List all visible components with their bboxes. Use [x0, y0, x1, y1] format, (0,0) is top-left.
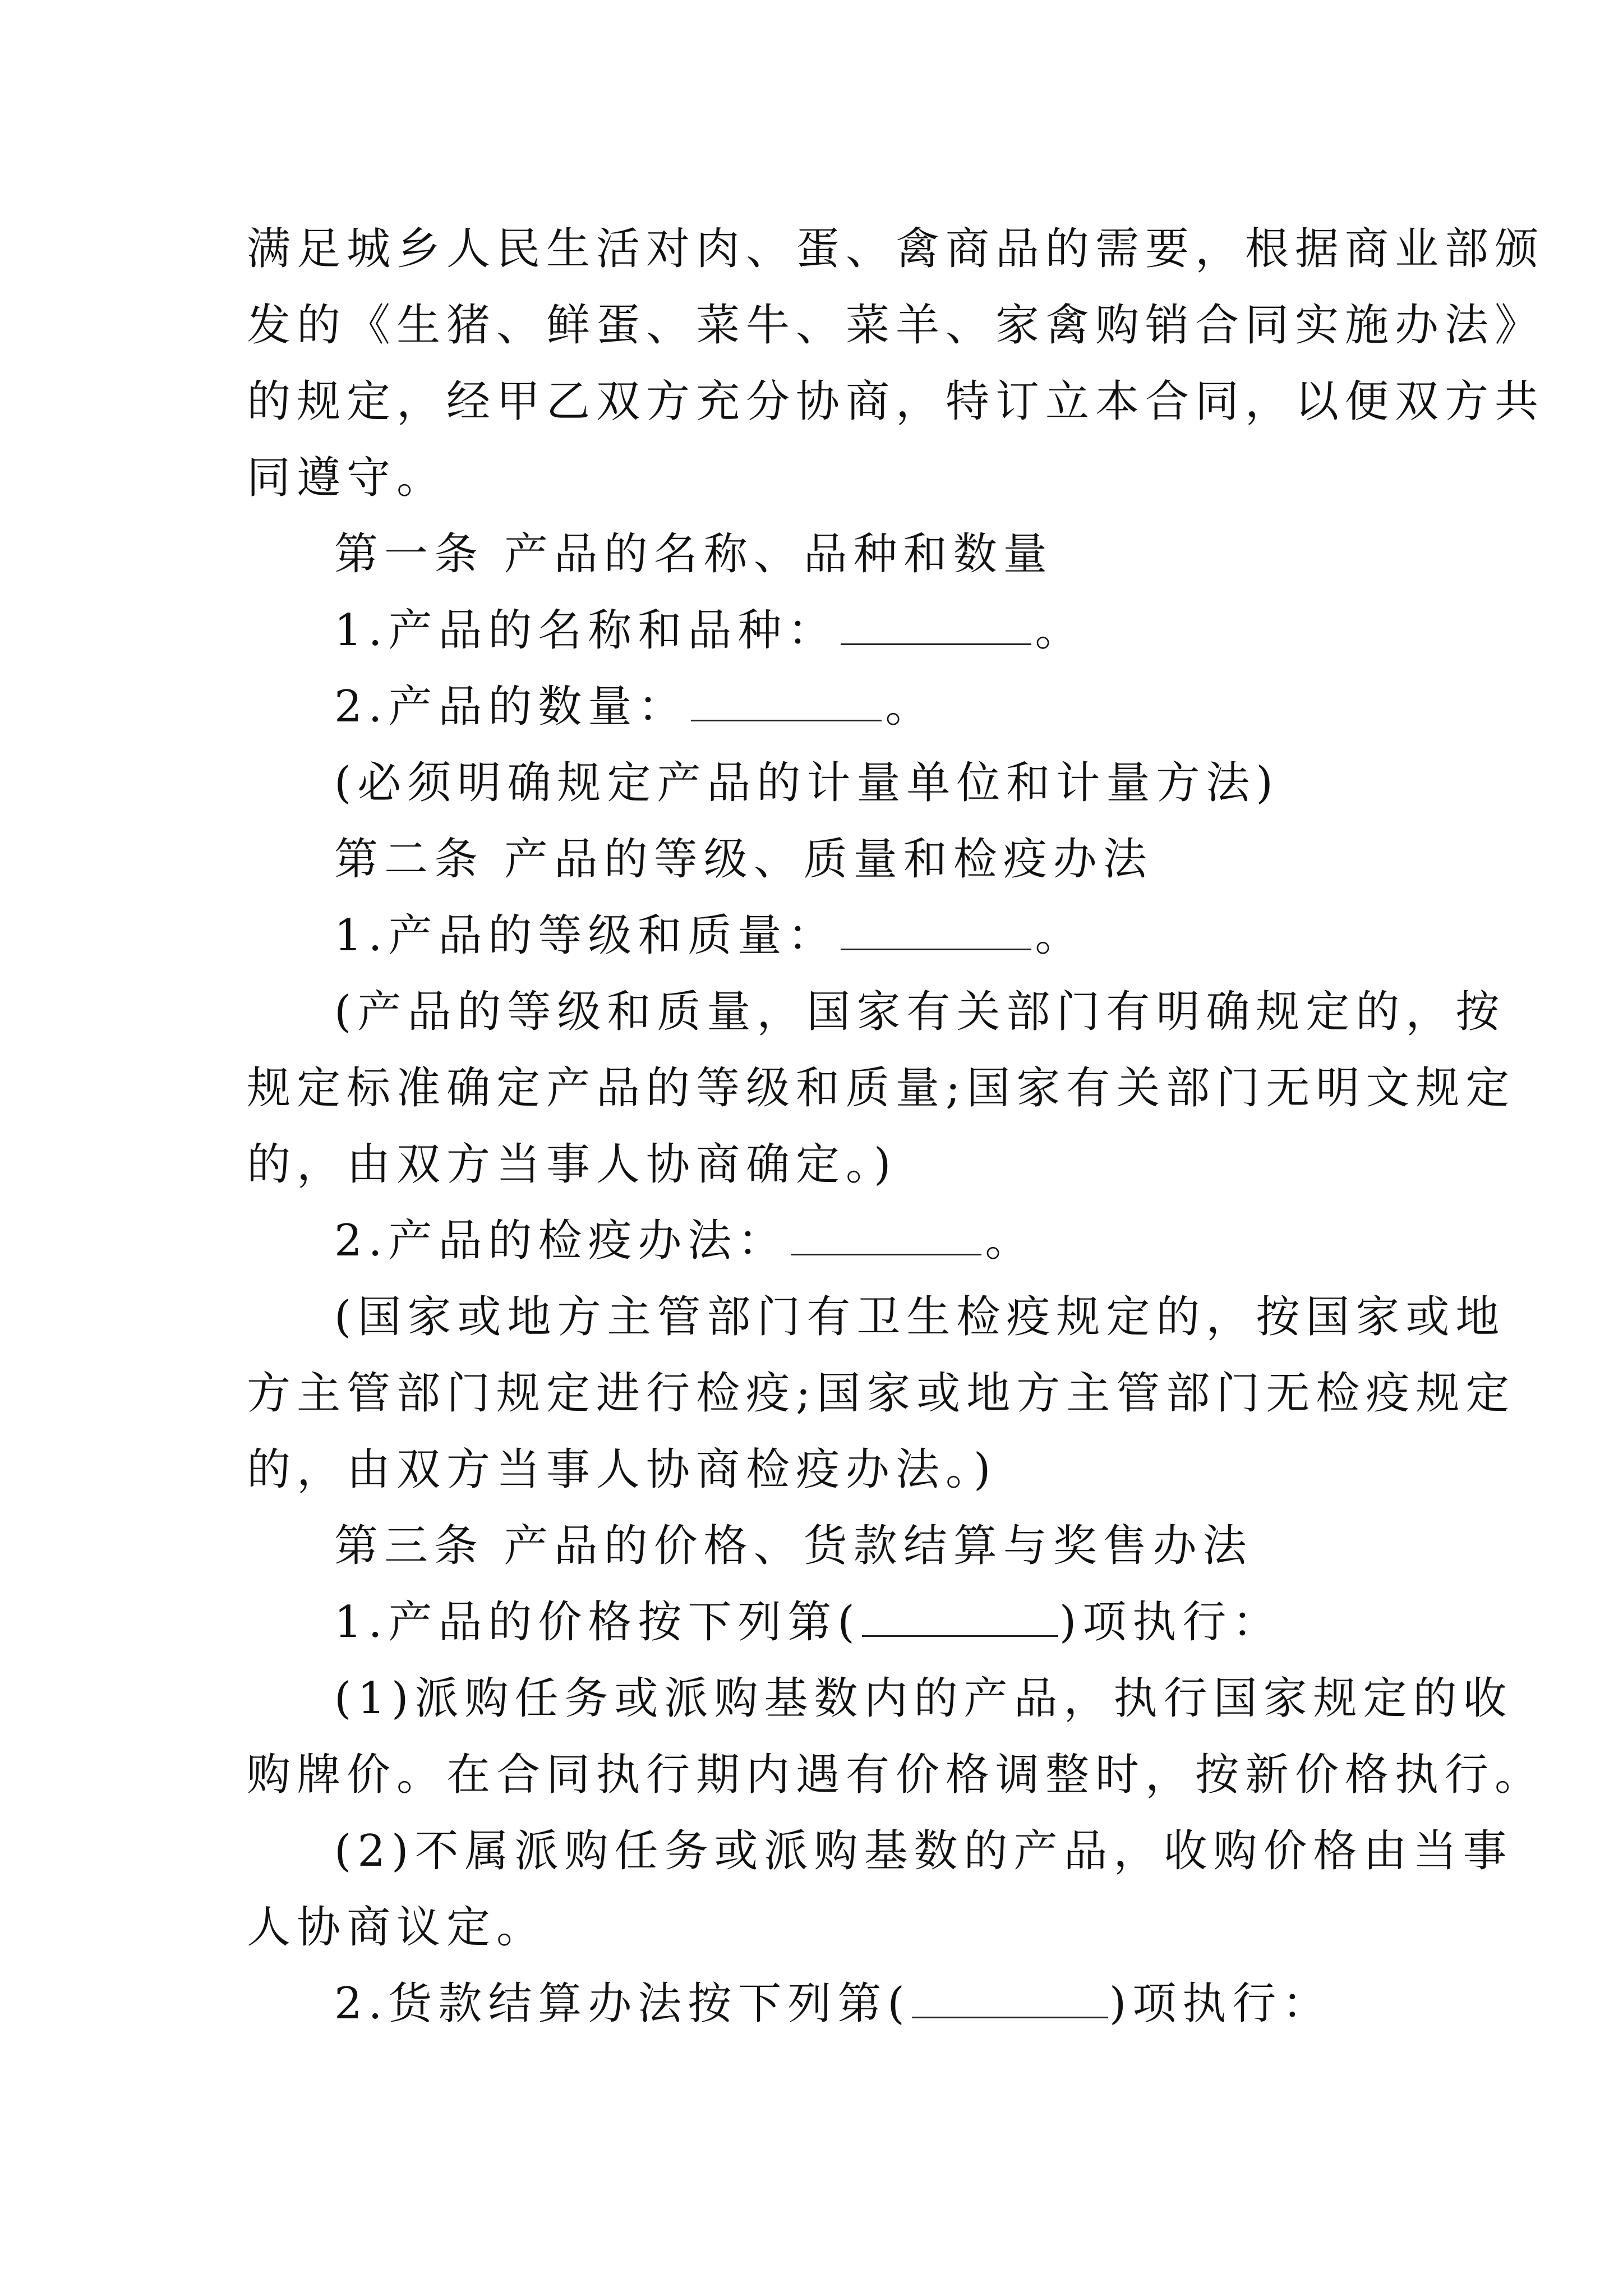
fill-line-quantity: [247, 669, 1380, 745]
text-line: 的规定，经甲乙双方充分协商，特订立本合同，以便双方共: [247, 376, 1545, 427]
fill-blank[interactable]: [862, 1635, 1058, 1637]
fill-label: 1.产品的等级和质量：: [334, 910, 838, 961]
text-line: (1)派购任务或派购基数内的产品，执行国家规定的收: [334, 1673, 1513, 1724]
fill-suffix: 。: [885, 682, 935, 732]
fill-blank[interactable]: [791, 1253, 981, 1255]
fill-line-grade-quality: [247, 898, 1380, 974]
text-line: 发的《生猪、鲜蛋、菜牛、菜羊、家禽购销合同实施办法》: [247, 300, 1545, 351]
fill-line-price-option: [247, 1584, 1380, 1660]
fill-suffix: )项执行：: [1109, 1978, 1332, 2029]
fill-label: 2.产品的检疫办法：: [334, 1216, 788, 1266]
document-body: [247, 211, 1545, 2042]
note-line: (必须明确规定产品的计量单位和计量方法): [334, 758, 1279, 808]
text-line: 的，由双方当事人协商检疫办法。): [247, 1444, 997, 1495]
fill-label: 2.货款结算办法按下列第(: [334, 1978, 911, 2029]
fill-blank[interactable]: [691, 719, 882, 721]
text-line: 同遵守。: [247, 453, 447, 503]
fill-line-product-name: [247, 592, 1380, 669]
fill-label: 1.产品的名称和品种：: [334, 605, 838, 656]
fill-suffix: 。: [1035, 910, 1085, 961]
fill-blank[interactable]: [912, 2016, 1108, 2018]
text-line: (产品的等级和质量，国家有关部门有明确规定的，按: [334, 987, 1506, 1037]
text-line: (2)不属派购任务或派购基数的产品，收购价格由当事: [334, 1826, 1513, 1876]
fill-line-payment-option: [247, 1966, 1380, 2042]
fill-line-quarantine: [247, 1203, 1380, 1279]
text-line: 规定标准确定产品的等级和质量;国家有关部门无明文规定: [247, 1063, 1516, 1114]
text-line: 人协商议定。: [247, 1902, 547, 1953]
fill-label: 1.产品的价格按下列第(: [334, 1597, 861, 1648]
fill-blank[interactable]: [841, 948, 1031, 950]
text-line: (国家或地方主管部门有卫生检疫规定的，按国家或地: [334, 1292, 1506, 1342]
text-line: 的，由双方当事人协商确定。): [247, 1139, 897, 1190]
fill-suffix: )项执行：: [1059, 1597, 1283, 1648]
text-line: 方主管部门规定进行检疫;国家或地方主管部门无检疫规定: [247, 1368, 1516, 1419]
article-2-heading: 第二条 产品的等级、质量和检疫办法: [334, 834, 1153, 885]
article-3-heading: 第三条 产品的价格、货款结算与奖售办法: [334, 1521, 1253, 1571]
fill-suffix: 。: [1035, 605, 1085, 656]
text-line: 购牌价。在合同执行期内遇有价格调整时，按新价格执行。: [247, 1750, 1545, 1800]
fill-label: 2.产品的数量：: [334, 682, 688, 732]
article-1-heading: 第一条 产品的名称、品种和数量: [334, 529, 1053, 579]
fill-blank[interactable]: [841, 643, 1031, 645]
fill-suffix: 。: [985, 1216, 1035, 1266]
text-line: 满足城乡人民生活对肉、蛋、禽商品的需要，根据商业部颁: [247, 224, 1545, 274]
